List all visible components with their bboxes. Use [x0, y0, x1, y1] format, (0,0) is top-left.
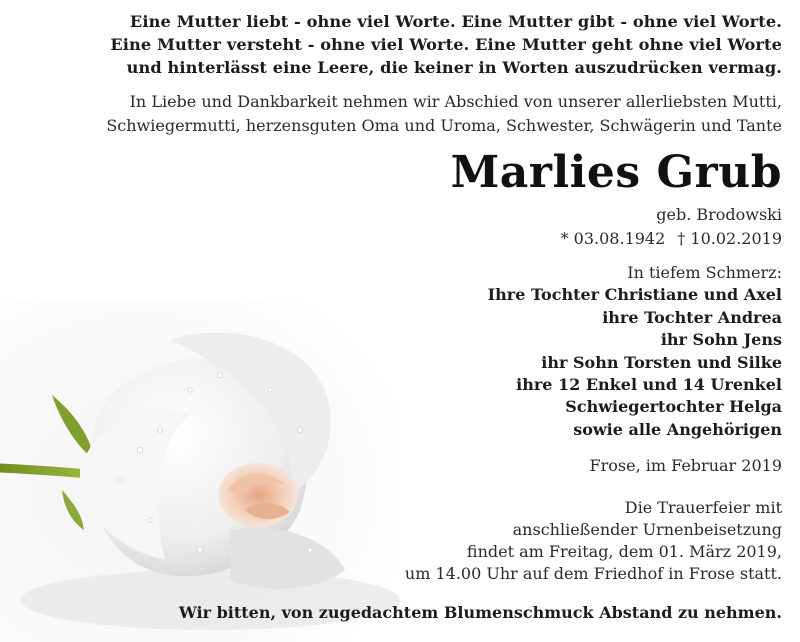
mourner: ihr Sohn Jens: [660, 330, 782, 350]
mourner: sowie alle Angehörigen: [573, 419, 782, 439]
funeral-line: Die Trauerfeier mit: [624, 498, 782, 517]
mourning-label: In tiefem Schmerz:: [627, 263, 782, 282]
mourner: Ihre Tochter Christiane und Axel: [487, 285, 782, 305]
farewell-intro: [106, 90, 782, 138]
life-dates: [561, 203, 782, 251]
funeral-line: anschließender Urnenbeisetzung: [512, 520, 782, 539]
poem-line: und hinterlässt eine Leere, die keiner in Worten auszudrücken vermag.: [126, 58, 782, 77]
flower-request: Wir bitten, von zugedachtem Blumenschmuck Abstand zu nehmen.: [178, 603, 782, 622]
funeral-line: um 14.00 Uhr auf dem Friedhof in Frose statt.: [404, 564, 782, 583]
mourners-list: [488, 262, 782, 441]
death-date: † 10.02.2019: [677, 229, 782, 248]
intro-line: Schwiegermutti, herzensguten Oma und Uroma, Schwester, Schwägerin und Tante: [106, 116, 782, 135]
deceased-name: Marlies Grub: [450, 147, 782, 198]
poem-line: Eine Mutter versteht - ohne viel Worte. Eine Mutter geht ohne viel Worte: [110, 35, 782, 54]
mourner: ihr Sohn Torsten und Silke: [541, 352, 782, 372]
poem-line: Eine Mutter liebt - ohne viel Worte. Eine Mutter gibt - ohne viel Worte.: [129, 12, 782, 31]
memorial-poem: [110, 10, 782, 79]
funeral-info: [405, 497, 782, 585]
intro-line: In Liebe und Dankbarkeit nehmen wir Abschied von unserer allerliebsten Mutti,: [129, 92, 782, 111]
funeral-line: findet am Freitag, dem 01. März 2019,: [466, 542, 782, 561]
place-date: Frose, im Februar 2019: [589, 456, 782, 475]
mourner: ihre 12 Enkel und 14 Urenkel: [516, 375, 782, 395]
mourner: Schwiegertochter Helga: [565, 397, 782, 417]
mourner: ihre Tochter Andrea: [602, 307, 782, 327]
maiden-name: geb. Brodowski: [656, 205, 782, 224]
dates-line: [561, 227, 782, 251]
white-rose-image: [0, 300, 400, 642]
birth-date: * 03.08.1942: [560, 229, 666, 248]
